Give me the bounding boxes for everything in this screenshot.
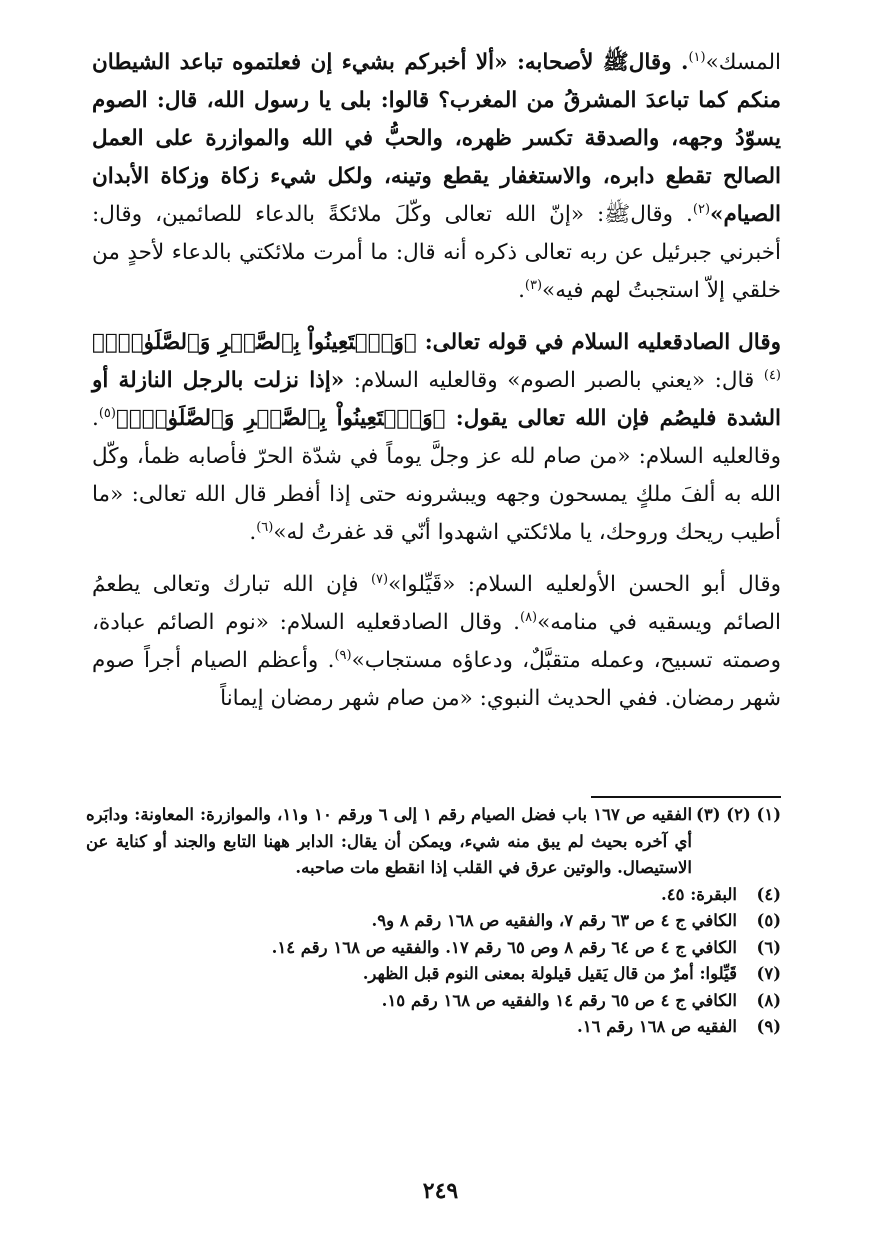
footnote-number: (٥) bbox=[756, 911, 781, 930]
text-run: . bbox=[249, 520, 257, 545]
text-run: . وقالﷺ: «إنّ الله تعالى وكّلَ ملائكةً بالدعاء للصائمين، وقال: أخبرني جبرئيل عن ربه تعالى ذكره أنه قال: ما أمرت ملائكتي بالدعاء لأحدٍ من خلقي إلاّ استجبتُ لهم فيه» bbox=[92, 202, 781, 303]
footnote-number: (٧) bbox=[756, 964, 781, 983]
footnote bbox=[86, 802, 781, 882]
footnote-text: الكافي ج ٤ ص ٦٣ رقم ٧، والفقيه ص ١٦٨ رقم ٨ و٩. bbox=[371, 911, 737, 930]
quran-quote: وقال الصادقعليه السلام في قوله تعالى: ﴿وَٱسۡتَعِينُواْ بِٱلصَّبۡرِ وَٱلصَّلَوٰةِۚ﴾ bbox=[92, 330, 781, 355]
paragraph bbox=[92, 44, 781, 310]
text-run: . وقالعليه السلام: «من صام لله عز وجلَّ يوماً في شدّة الحرّ فأصابه ظمأ، وكّل الله به ألفَ ملكٍ يمسحون وجهه ويبشرونه حتى إذا أفطر قال الله تعالى: «ما أطيب ريحك وروحك، يا ملائكتي اشهدوا أنّي قد غفرتُ له» bbox=[92, 406, 781, 545]
text-run: . bbox=[518, 278, 525, 303]
text-run: قال: «يعني بالصبر الصوم» وقالعليه السلام: bbox=[344, 368, 764, 393]
footnote-ref: (١) bbox=[688, 49, 706, 65]
footnote-number: (١) (٢) (٣) bbox=[696, 805, 781, 824]
footnote-text: الكافي ج ٤ ص ٦٥ رقم ١٤ والفقيه ص ١٦٨ رقم ١٥. bbox=[381, 990, 737, 1010]
footnote-ref: (٩) bbox=[334, 647, 352, 663]
footnote-number: (٤) bbox=[756, 884, 781, 904]
footnote-number: (٨) bbox=[756, 990, 781, 1010]
footnotes bbox=[86, 802, 781, 1041]
main-text bbox=[92, 44, 781, 732]
footnote-ref: (٤) bbox=[763, 367, 781, 383]
footnote-ref: (٧) bbox=[370, 571, 389, 587]
footnote-number: (٩) bbox=[756, 1017, 781, 1036]
footnote-separator bbox=[591, 796, 781, 798]
hadith-quote: «إذا نزلت بالرجل النازلة أو الشدة فليصُم فإن الله تعالى يقول: ﴿وَٱسۡتَعِينُواْ بِٱلصَّبۡرِ وَٱلصَّلَوٰةِۚ﴾ bbox=[92, 368, 781, 431]
footnote-number: (٦) bbox=[756, 937, 781, 957]
footnote-text: قَيِّلوا: أمرٌ من قال يَقيل قيلولة بمعنى النوم قبل الظهر. bbox=[362, 964, 737, 983]
text-run: المسك» bbox=[705, 50, 782, 75]
footnote bbox=[86, 1014, 781, 1041]
footnote bbox=[86, 961, 781, 988]
footnote-ref: (٨) bbox=[519, 609, 538, 625]
footnote-text: البقرة: ٤٥. bbox=[660, 884, 737, 904]
footnote bbox=[86, 988, 781, 1015]
footnote-ref: (٢) bbox=[692, 201, 711, 217]
footnote-text: الكافي ج ٤ ص ٦٤ رقم ٨ وص ٦٥ رقم ١٧. والفقيه ص ١٦٨ رقم ١٤. bbox=[271, 937, 737, 957]
footnote bbox=[86, 908, 781, 935]
footnote-ref: (٦) bbox=[256, 519, 274, 535]
text-run: . وأعظم الصيام أجراً صوم شهر رمضان. ففي الحديث النبوي: «من صام شهر رمضان إيماناً bbox=[92, 648, 781, 711]
footnote-text: الفقيه ص ١٦٧ باب فضل الصيام رقم ١ إلى ٦ ورقم ١٠ و١١، والموازرة: المعاونة: ودابَره أي آخره بحيث لم يبق منه شيء، ويمكن أن يقال: الدابر ههنا التابع والجند أو كناية عن الاستيصال. والوتين عرق في القلب إذا انقطع مات صاحبه. bbox=[86, 805, 693, 877]
footnote-ref: (٥) bbox=[98, 405, 116, 421]
footnote-ref: (٣) bbox=[524, 277, 543, 293]
text-run: فإن الله تبارك وتعالى يطعمُ الصائم ويسقيه في منامه» bbox=[92, 572, 781, 635]
paragraph bbox=[92, 566, 781, 718]
paragraph bbox=[92, 324, 781, 552]
footnote bbox=[86, 935, 781, 962]
page-number: ٢٤٩ bbox=[422, 1178, 459, 1204]
footnote-text: الفقيه ص ١٦٨ رقم ١٦. bbox=[577, 1017, 737, 1036]
footnote bbox=[86, 882, 781, 909]
text-run: . وقال الصادقعليه السلام: «نوم الصائم عبادة، وصمته تسبيح، وعمله متقبَّلٌ، ودعاؤه مستجاب» bbox=[92, 610, 781, 673]
hadith-quote: «ألا أخبركم بشيء إن فعلتموه تباعد الشيطان منكم كما تباعدَ المشرقُ من المغرب؟ قالوا: بلى يا رسول الله، قال: الصوم يسوّدُ وجهه، والصدقة تكسر ظهره، والحبُّ في الله والموازرة على العمل الصالح تقطع دابره، والاستغفار يقطع وتينه، ولكل شيء زكاة وزكاة الأبدان الصيام» bbox=[92, 50, 781, 227]
text-run: وقال أبو الحسن الأولعليه السلام: «قَيِّلوا» bbox=[388, 572, 781, 597]
text-run: . وقالﷺ لأصحابه: bbox=[507, 50, 689, 75]
